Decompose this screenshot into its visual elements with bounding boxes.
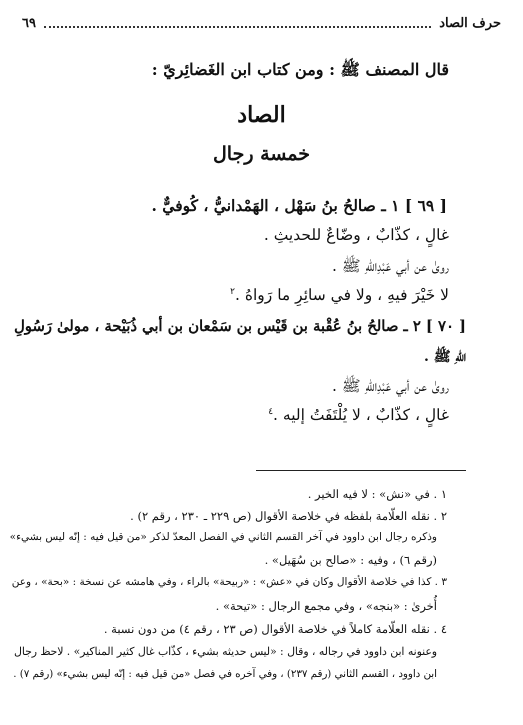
entry-line: روىٰ عن أبي عَبْدِاللهِ ﷺ . bbox=[332, 377, 449, 395]
leader-dots bbox=[44, 26, 431, 28]
section-title: الصاد bbox=[237, 102, 286, 128]
entry-line: روىٰ عن أبي عَبْدِاللهِ ﷺ . bbox=[332, 257, 449, 275]
page-number: ٦٩ bbox=[22, 15, 36, 31]
footnote: وذكره رجال ابن داوود في آخر القسم الثاني في الفصل المعدّ لذكر «من قيل فيه : إنّه ليس بشيء» bbox=[9, 531, 437, 543]
footnote: ٢ . نقله العلّامة بلفظه في خلاصة الأقوال (ص ٢٢٩ ـ ٢٣٠ ، رقم ٢) . bbox=[130, 509, 447, 523]
footnote-marker: ٤ bbox=[268, 406, 274, 417]
entry-line: غالٍ ، كذّابٌ ، لا يُلْتَفَتُ إليه .$^٤$ bbox=[268, 406, 449, 424]
footnote: وعنونه ابن داوود في رجاله ، وقال : «ليس حديثه بشيء ، كذّاب غال كثير المناكير» . لاحظ رجال bbox=[14, 645, 437, 658]
entry-heading: [ ٦٩ ] ١ ـ صالحُ بنُ سَهْل ، الهَمْدانيُّ ، كُوفيٌّ . bbox=[151, 196, 447, 215]
running-header-title: حرف الصاد bbox=[439, 15, 501, 31]
intro-line: قال المصنف ﷺ : ومن كتاب ابن الغَضائِريّ : bbox=[151, 60, 449, 79]
entry-heading: [ ٧٠ ] ٢ ـ صالحُ بنُ عُقْبة بن قَيْس بن سَمْعان بن أبي ذُبَيْحة ، مولىٰ رَسُولِ bbox=[14, 318, 466, 335]
footnote: أُخرىٰ : «بنجه» ، وفي مجمع الرجال : «تيحة» . bbox=[215, 599, 437, 613]
footnote: ابن داوود ، القسم الثاني (رقم ٢٣٧) ، وفي آخره في فصل «من قيل فيه : إنّه ليس بشيء» (رقم ٧) . bbox=[13, 668, 437, 680]
footnote-marker: ٢ bbox=[230, 286, 236, 297]
entry-line: لا خَيْرَ فيهِ ، ولا في سائِرِ ما رَواهُ .$^٢$ bbox=[230, 286, 449, 304]
section-subtitle: خمسة رجال bbox=[213, 143, 310, 165]
entry-heading-continued: اللهِ ﷺ . bbox=[424, 349, 466, 365]
footnote-separator bbox=[256, 470, 466, 471]
footnote: ٤ . نقله العلّامة كاملاً في خلاصة الأقوال (ص ٢٣ ، رقم ٤) من دون نسبة . bbox=[103, 622, 447, 636]
footnote: ٣ . كذا في خلاصة الأقوال وكان في «عش» : «ربيحة» بالراء ، وفي هامشه عن نسخة : «بحة» ، وعن bbox=[11, 576, 447, 588]
entry-line: غالٍ ، كذّابٌ ، وضّاعٌ للحديثِ . bbox=[263, 226, 449, 244]
running-header bbox=[22, 12, 501, 34]
footnote: ١ . في «نش» : لا فيه الخير . bbox=[307, 487, 447, 501]
footnote: (رقم ٦) ، وفيه : «صالح بن سُهَيل» . bbox=[264, 553, 437, 567]
